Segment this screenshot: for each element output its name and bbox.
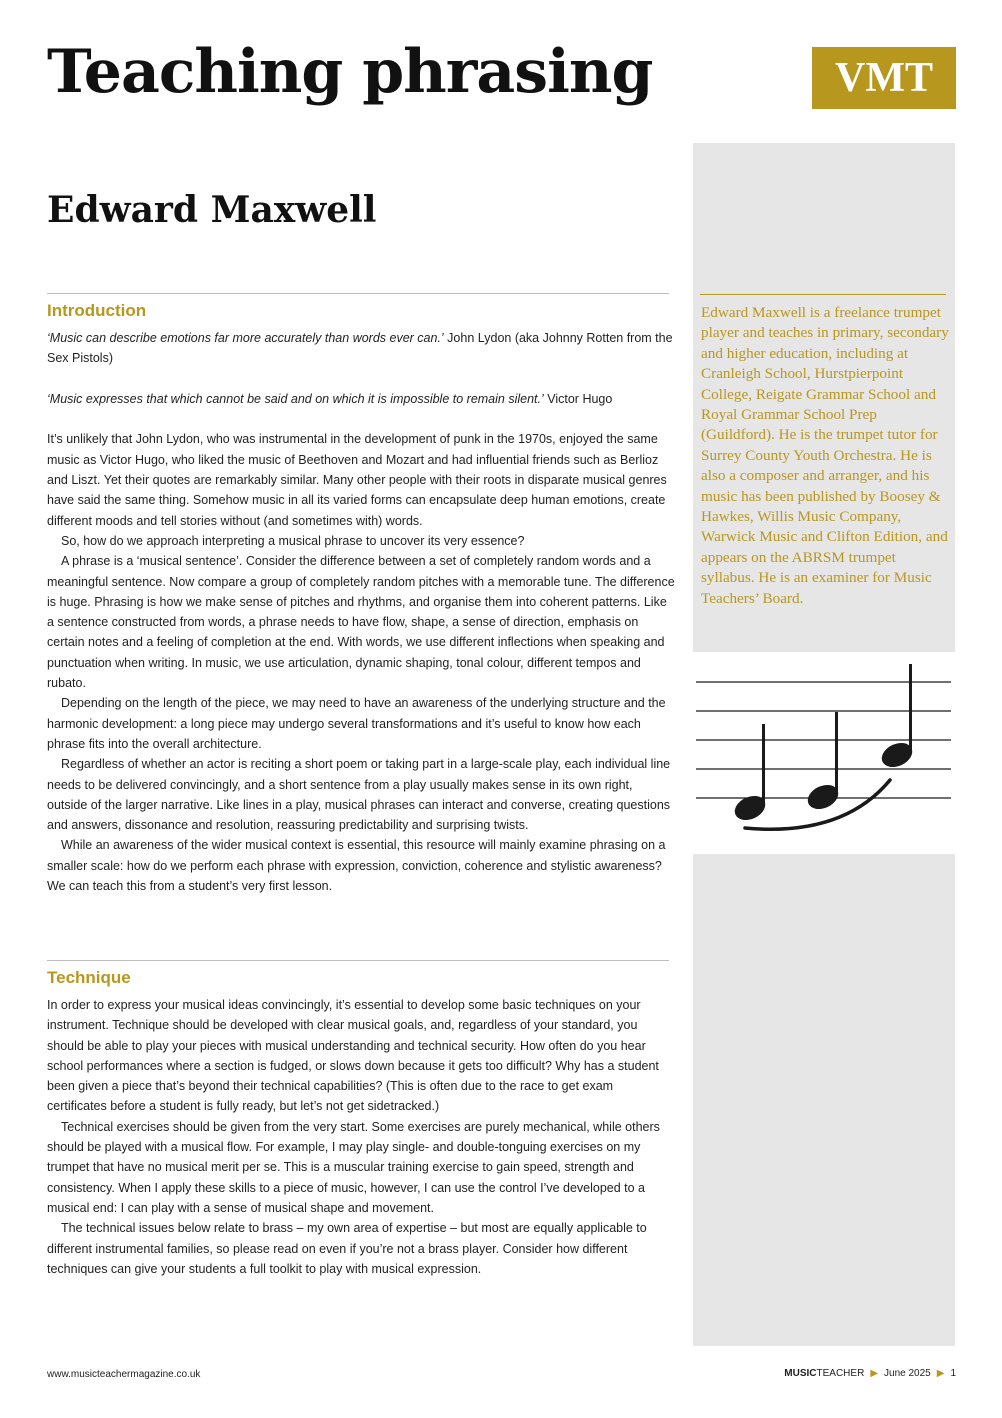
paragraph: Technical exercises should be given from the very start. Some exercises are purely mechanical, while others should be played with a musical flow. For example, I may play single- and double-tonguing exercises on my trumpet that have no musical merit per se. This is a muscular training exercise to gain speed, strength and consistency. When I apply these skills to a piece of music, however, I can use the control I’ve developed to a musical end: I can play with a sense of musical shape and movement. <box>47 1119 660 1215</box>
footer-brand-bold: MUSIC <box>784 1368 817 1379</box>
footer-brand-rest: TEACHER <box>816 1368 865 1379</box>
introduction-divider <box>47 293 669 294</box>
introduction-body <box>47 328 675 896</box>
sidebar-divider <box>700 294 946 295</box>
paragraph: A phrase is a ‘musical sentence’. Consider the difference between a set of completely random words and a meaningful sentence. Now compare a group of completely random pitches with a memorable tune. The difference is huge. Phrasing is how we make sense of pitches and rhythms, and organise them into coherent patterns. Like a sentence constructed from words, a phrase needs to have flow, shape, a sense of direction, emphasis on certain notes and a feeling of completion at the end. With words, we use different inflections when speaking and punctuation when writing. In music, we use articulation, dynamic shaping, tonal colour, different tempos and rubato. <box>47 554 675 691</box>
quote-hugo-attribution: Victor Hugo <box>543 391 613 406</box>
paragraph: In order to express your musical ideas convincingly, it’s essential to develop some basic techniques on your instrument. Technique should be developed with clear musical goals, and, regardless of your standard, you should be able to play your pieces with musical understanding and technical security. How often do you hear school performances where a section is fudged, or slows down because it gets too difficult? Why has a student been given a piece that’s beyond their technical capabilities? (This is often due to the race to get exam certificates before a student is fully ready, but let’s not get sidetracked.) <box>47 998 659 1114</box>
footer-issue: June 2025 <box>884 1368 931 1379</box>
arrow-right-icon: ▶ <box>870 1368 879 1379</box>
quote-lydon-text: ‘Music can describe emotions far more accurately than words ever can.’ <box>47 331 444 345</box>
technique-body <box>47 995 675 1279</box>
footer-issue-info <box>784 1368 956 1379</box>
footer-url[interactable]: www.musicteachermagazine.co.uk <box>47 1369 201 1380</box>
paragraph: The technical issues below relate to brass – my own area of expertise – but most are equally applicable to different instrumental families, so please read on even if you’re not a brass player. Consider how different techniques can give your students a full toolkit to play with musical expression. <box>47 1221 647 1276</box>
technique-divider <box>47 960 669 961</box>
author-name: Edward Maxwell <box>47 189 377 231</box>
paragraph: Depending on the length of the piece, we may need to have an awareness of the underlying structure and the harmonic development: a long piece may undergo several transformations and it’s useful to know how each phrase fits into the overall architecture. <box>47 696 666 751</box>
paragraph: It’s unlikely that John Lydon, who was instrumental in the development of punk in the 1970s, enjoyed the same music as Victor Hugo, who liked the music of Beethoven and Mozart and had influential friends such as Berlioz and Liszt. Yet their quotes are remarkably similar. Many other people with their roots in disparate musical genres have said the same thing. Somehow music in all its varied forms can encapsulate deep human emotions, create different moods and tell stories without (and sometimes with) words. <box>47 432 667 528</box>
page-title: Teaching phrasing <box>47 37 653 107</box>
paragraph: So, how do we approach interpreting a musical phrase to uncover its very essence? <box>61 533 525 548</box>
quote-hugo-text: ‘Music expresses that which cannot be said and on which it is impossible to remain silent.’ <box>47 391 544 406</box>
introduction-heading: Introduction <box>47 301 147 320</box>
paragraph: While an awareness of the wider musical context is essential, this resource will mainly examine phrasing on a smaller scale: how do we perform each phrase with expression, conviction, coherence and stylistic awareness? We can teach this from a student’s very first lesson. <box>47 838 666 894</box>
quote-lydon <box>47 328 675 369</box>
quote-hugo <box>47 389 675 409</box>
music-staff-notes-illustration <box>693 652 955 854</box>
page-number: 1 <box>950 1368 956 1379</box>
footer-brand <box>784 1368 864 1379</box>
author-bio: Edward Maxwell is a freelance trumpet player and teaches in primary, secondary and higher education, including at Cranleigh School, Hurstpierpoint College, Reigate Grammar School and Royal Grammar School Prep (Guildford). He is the trumpet tutor for Surrey County Youth Orchestra. He is also a composer and arranger, and his music has been published by Boosey & Hawkes, Willis Music Company, Warwick Music and Clifton Edition, and appears on the ABRSM trumpet syllabus. He is an examiner for Music Teachers’ Board. <box>701 304 949 607</box>
arrow-right-icon: ▶ <box>936 1368 945 1379</box>
vmt-logo: VMT <box>812 47 956 109</box>
technique-heading: Technique <box>47 968 131 987</box>
paragraph: Regardless of whether an actor is reciting a short poem or taking part in a large-scale play, each individual line needs to be delivered convincingly, and a short sentence from a play usually makes sense in its own right, outside of the larger narrative. Like lines in a play, musical phrases can interact and converse, creating questions and answers, dissonance and resolution, reassuring predictability and surprising twists. <box>47 757 671 833</box>
quote-lydon-attribution: John Lydon (aka Johnny Rotten from the Sex Pistols) <box>47 331 673 366</box>
